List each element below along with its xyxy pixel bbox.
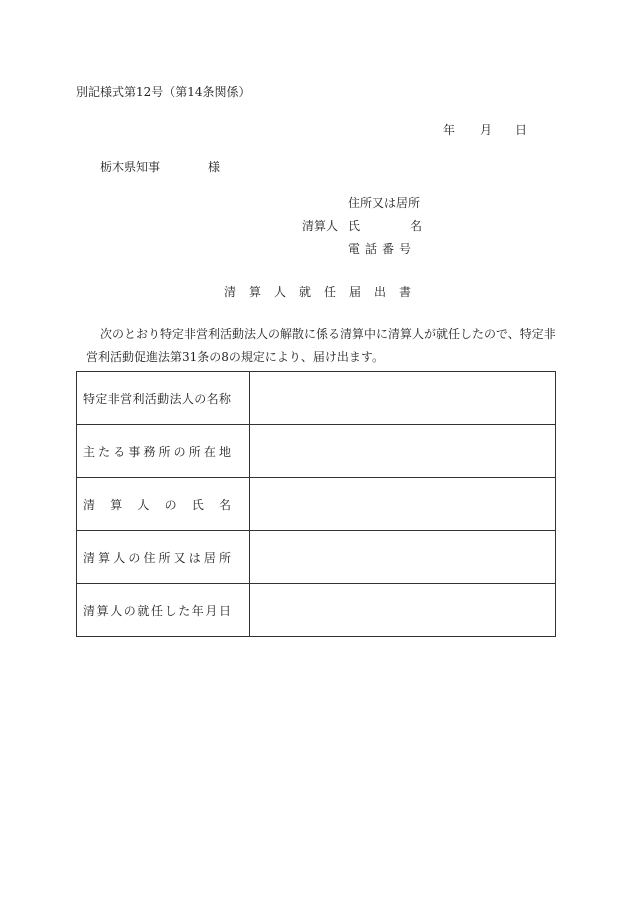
form-number-label: 別記様式第12号（第14条関係）: [76, 85, 251, 99]
sender-address-label: 住所又は居所: [348, 196, 421, 210]
date-day-label: 日: [515, 123, 528, 137]
addressee-name: 栃木県知事: [100, 160, 161, 174]
row-label-cell: [77, 478, 250, 531]
row-label: 清算人の就任した年月日: [83, 603, 231, 618]
table-row: [77, 478, 556, 531]
table-row: [77, 531, 556, 584]
row-value-field[interactable]: [250, 531, 556, 584]
addressee-honorific: 様: [208, 160, 221, 174]
row-value-field[interactable]: [250, 478, 556, 531]
row-label: 特定非営利活動法人の名称: [83, 391, 231, 406]
date-year-label: 年: [443, 123, 456, 137]
table-row: [77, 425, 556, 478]
row-value-field[interactable]: [250, 584, 556, 637]
table-row: [77, 584, 556, 637]
row-label-cell: [77, 425, 250, 478]
row-label: 清算人の氏名: [83, 497, 231, 512]
row-label-cell: [77, 531, 250, 584]
notification-table: [76, 371, 556, 637]
row-label-cell: [77, 372, 250, 425]
date-month-label: 月: [480, 123, 493, 137]
row-value-field[interactable]: [250, 372, 556, 425]
sender-phone-label: 電話番号: [348, 242, 417, 256]
row-label: 清算人の住所又は居所: [83, 550, 231, 565]
row-label: 主たる事務所の所在地: [83, 444, 231, 459]
sender-name-label-start: 氏: [348, 219, 361, 233]
body-paragraph: 次のとおり特定非営利活動法人の解散に係る清算中に清算人が就任したので、特定非営利活動促進法第31条の8の規定により、届け出ます。: [86, 327, 556, 364]
row-label-cell: [77, 584, 250, 637]
sender-role-label: 清算人: [302, 219, 339, 233]
row-value-field[interactable]: [250, 425, 556, 478]
table-row: [77, 372, 556, 425]
document-title: 清算人就任届出書: [224, 285, 425, 299]
sender-name-label-end: 名: [410, 219, 423, 233]
